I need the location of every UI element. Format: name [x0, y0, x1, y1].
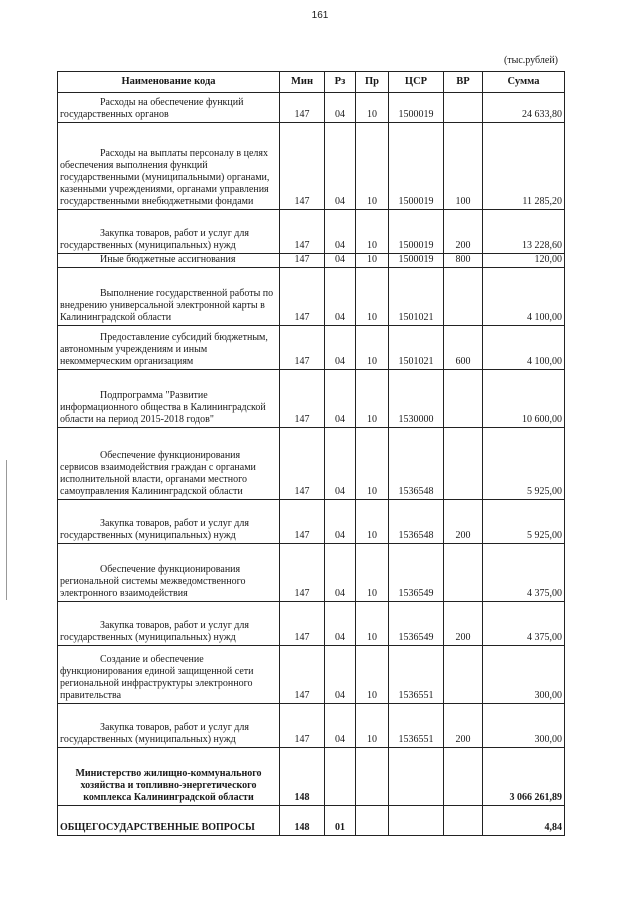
- row-csr: 1500019: [389, 93, 444, 123]
- row-sum: 3 066 261,89: [483, 748, 565, 806]
- row-sum: 13 228,60: [483, 210, 565, 254]
- header-vr: ВР: [444, 72, 483, 93]
- row-pr: 10: [356, 254, 389, 268]
- row-sum: 4,84: [483, 806, 565, 836]
- table-row: [58, 268, 565, 326]
- row-pr: [356, 748, 389, 806]
- row-pr: [356, 806, 389, 836]
- table-row: [58, 93, 565, 123]
- margin-mark: [6, 460, 7, 600]
- header-min: Мин: [280, 72, 325, 93]
- row-csr: 1536551: [389, 704, 444, 748]
- table-row-section: [58, 806, 565, 836]
- row-vr: 600: [444, 326, 483, 370]
- row-name: Закупка товаров, работ и услуг для государственных (муниципальных) нужд: [58, 210, 280, 254]
- row-rz: 04: [325, 123, 356, 210]
- row-sum: 11 285,20: [483, 123, 565, 210]
- row-name: Закупка товаров, работ и услуг для государственных (муниципальных) нужд: [58, 704, 280, 748]
- row-rz: 04: [325, 500, 356, 544]
- table-row: [58, 123, 565, 210]
- row-name: Закупка товаров, работ и услуг для государственных (муниципальных) нужд: [58, 500, 280, 544]
- row-vr: 200: [444, 704, 483, 748]
- row-name: Обеспечение функционирования сервисов взаимодействия граждан с органами исполнительной власти, органами местного самоуправления Калининградской области: [58, 428, 280, 500]
- row-rz: 04: [325, 254, 356, 268]
- row-min: 147: [280, 602, 325, 646]
- row-csr: [389, 748, 444, 806]
- table-row: [58, 326, 565, 370]
- row-csr: 1536549: [389, 544, 444, 602]
- table-header-row: [58, 72, 565, 93]
- row-name: Предоставление субсидий бюджетным, автономным учреждениям и иным некоммерческим организациям: [58, 326, 280, 370]
- header-sum: Сумма: [483, 72, 565, 93]
- row-rz: 04: [325, 210, 356, 254]
- row-pr: 10: [356, 646, 389, 704]
- row-name: Закупка товаров, работ и услуг для государственных (муниципальных) нужд: [58, 602, 280, 646]
- row-rz: 04: [325, 602, 356, 646]
- table-row: [58, 704, 565, 748]
- table-row: [58, 254, 565, 268]
- row-pr: 10: [356, 210, 389, 254]
- row-min: 147: [280, 500, 325, 544]
- table-row: [58, 370, 565, 428]
- row-sum: 10 600,00: [483, 370, 565, 428]
- row-pr: 10: [356, 123, 389, 210]
- row-rz: 04: [325, 544, 356, 602]
- row-csr: 1536548: [389, 500, 444, 544]
- header-pr: Пр: [356, 72, 389, 93]
- row-name: Расходы на выплаты персоналу в целях обеспечения выполнения функций государственными (муниципальными) органами, казенными учреждениями, органами управления государственными внебюджетными фондами: [58, 123, 280, 210]
- table-row: [58, 210, 565, 254]
- row-name: Создание и обеспечение функционирования единой защищенной сети региональной инфраструктуры электронного правительства: [58, 646, 280, 704]
- row-vr: 200: [444, 602, 483, 646]
- row-rz: 04: [325, 704, 356, 748]
- row-sum: 4 375,00: [483, 602, 565, 646]
- row-min: 147: [280, 268, 325, 326]
- row-rz: [325, 748, 356, 806]
- table-row: [58, 544, 565, 602]
- row-rz: 04: [325, 646, 356, 704]
- row-vr: [444, 93, 483, 123]
- row-name: Подпрограмма "Развитие информационного общества в Калининградской области на период 2015-2018 годов": [58, 370, 280, 428]
- row-vr: 200: [444, 210, 483, 254]
- row-pr: 10: [356, 544, 389, 602]
- header-csr: ЦСР: [389, 72, 444, 93]
- row-pr: 10: [356, 268, 389, 326]
- row-name: Министерство жилищно-коммунального хозяйства и топливно-энергетического комплекса Калининградской области: [58, 748, 280, 806]
- row-vr: [444, 646, 483, 704]
- row-rz: 04: [325, 370, 356, 428]
- row-pr: 10: [356, 370, 389, 428]
- page-number: 161: [311, 10, 329, 21]
- row-min: 147: [280, 123, 325, 210]
- row-csr: 1536548: [389, 428, 444, 500]
- row-vr: 100: [444, 123, 483, 210]
- row-csr: 1530000: [389, 370, 444, 428]
- row-min: 147: [280, 93, 325, 123]
- row-min: 147: [280, 370, 325, 428]
- row-csr: [389, 806, 444, 836]
- row-min: 147: [280, 428, 325, 500]
- row-sum: 4 100,00: [483, 326, 565, 370]
- row-min: 148: [280, 806, 325, 836]
- row-csr: 1501021: [389, 326, 444, 370]
- row-csr: 1501021: [389, 268, 444, 326]
- row-min: 148: [280, 748, 325, 806]
- row-pr: 10: [356, 704, 389, 748]
- row-min: 147: [280, 646, 325, 704]
- row-vr: [444, 748, 483, 806]
- table-row: [58, 602, 565, 646]
- row-sum: 4 375,00: [483, 544, 565, 602]
- row-sum: 300,00: [483, 646, 565, 704]
- row-csr: 1500019: [389, 254, 444, 268]
- row-rz: 04: [325, 428, 356, 500]
- row-sum: 4 100,00: [483, 268, 565, 326]
- row-sum: 5 925,00: [483, 500, 565, 544]
- row-min: 147: [280, 544, 325, 602]
- table-row: [58, 646, 565, 704]
- row-name: Выполнение государственной работы по внедрению универсальной электронной карты в Калининградской области: [58, 268, 280, 326]
- row-sum: 24 633,80: [483, 93, 565, 123]
- table-row: [58, 500, 565, 544]
- row-pr: 10: [356, 602, 389, 646]
- row-min: 147: [280, 254, 325, 268]
- row-sum: 5 925,00: [483, 428, 565, 500]
- row-rz: 04: [325, 93, 356, 123]
- row-sum: 300,00: [483, 704, 565, 748]
- row-min: 147: [280, 210, 325, 254]
- row-name: ОБЩЕГОСУДАРСТВЕННЫЕ ВОПРОСЫ: [58, 806, 280, 836]
- row-vr: 800: [444, 254, 483, 268]
- row-vr: [444, 806, 483, 836]
- row-vr: [444, 370, 483, 428]
- units-label: (тыс.рублей): [503, 55, 558, 66]
- row-min: 147: [280, 326, 325, 370]
- row-pr: 10: [356, 500, 389, 544]
- row-vr: [444, 428, 483, 500]
- row-name: Обеспечение функционирования региональной системы межведомственного электронного взаимодействия: [58, 544, 280, 602]
- row-pr: 10: [356, 93, 389, 123]
- row-vr: 200: [444, 500, 483, 544]
- row-name: Расходы на обеспечение функций государственных органов: [58, 93, 280, 123]
- row-csr: 1536551: [389, 646, 444, 704]
- row-pr: 10: [356, 428, 389, 500]
- row-min: 147: [280, 704, 325, 748]
- table-row-ministry: [58, 748, 565, 806]
- row-rz: 04: [325, 326, 356, 370]
- row-rz: 04: [325, 268, 356, 326]
- row-name: Иные бюджетные ассигнования: [58, 254, 280, 268]
- row-csr: 1500019: [389, 210, 444, 254]
- header-name: Наименование кода: [58, 72, 280, 93]
- row-rz: 01: [325, 806, 356, 836]
- row-vr: [444, 268, 483, 326]
- row-csr: 1500019: [389, 123, 444, 210]
- row-pr: 10: [356, 326, 389, 370]
- header-rz: Рз: [325, 72, 356, 93]
- row-csr: 1536549: [389, 602, 444, 646]
- row-sum: 120,00: [483, 254, 565, 268]
- budget-table: [57, 71, 565, 836]
- table-row: [58, 428, 565, 500]
- row-vr: [444, 544, 483, 602]
